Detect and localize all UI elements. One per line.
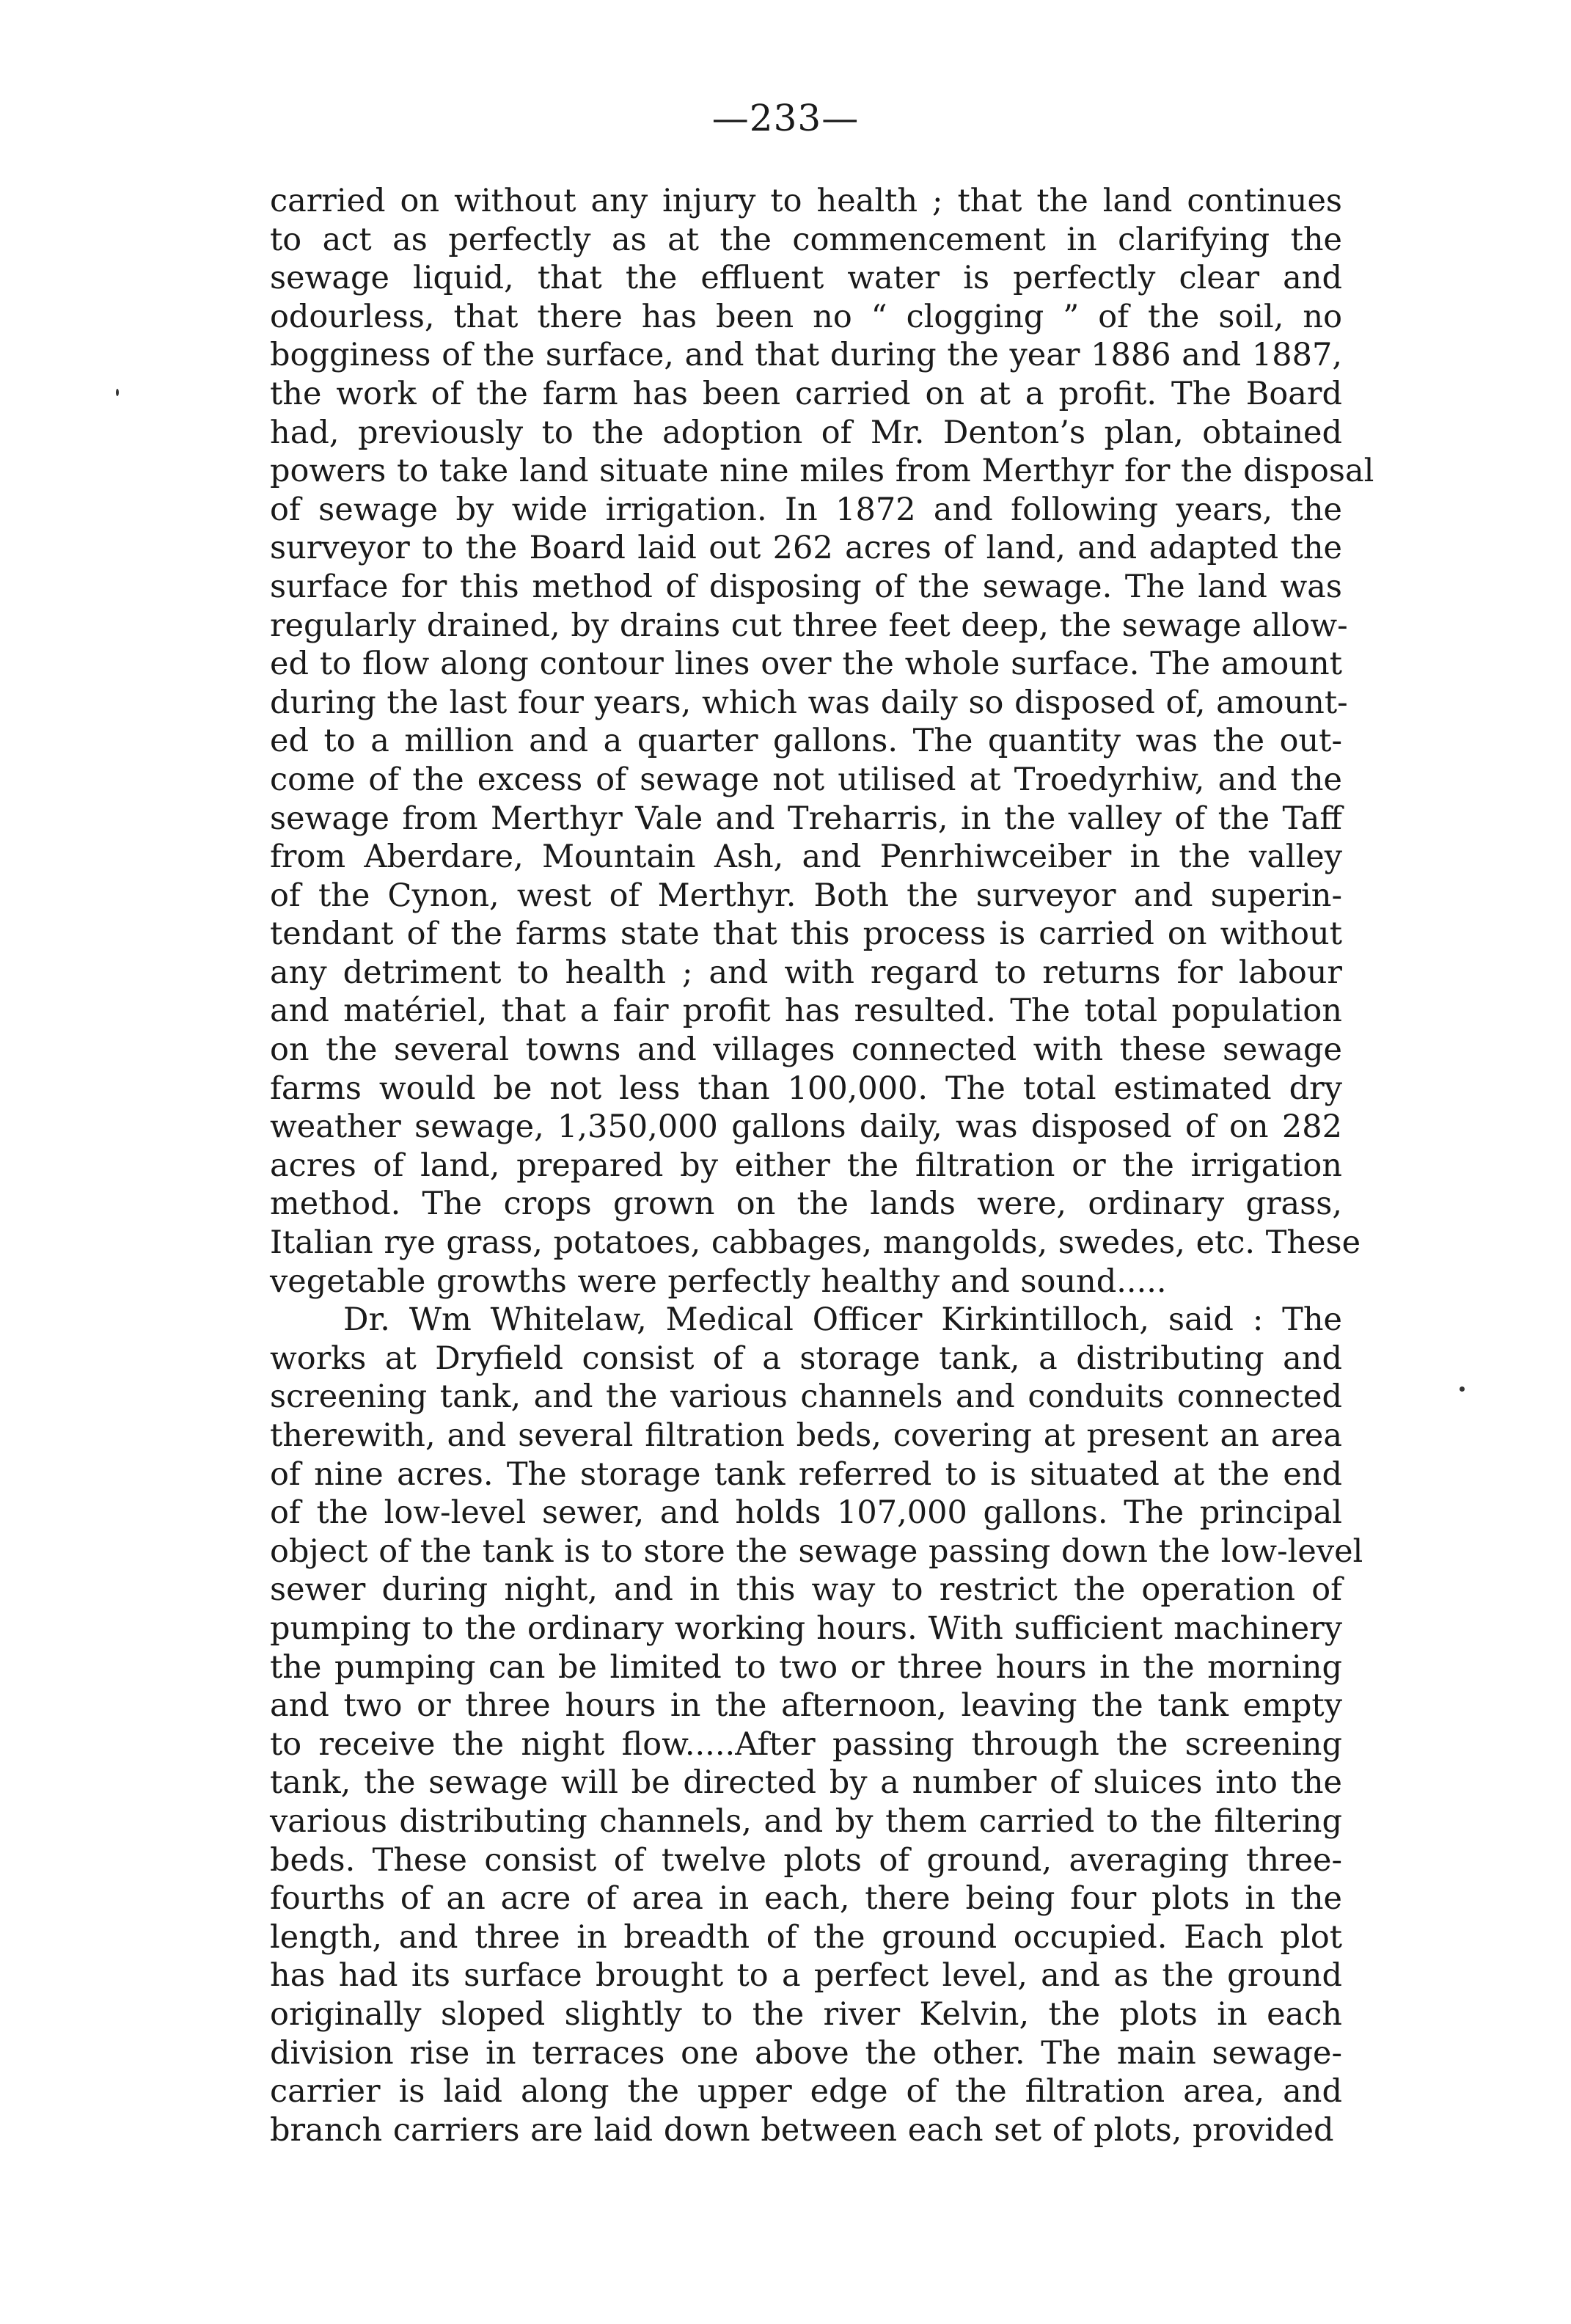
text-line: from Aberdare, Mountain Ash, and Penrhiwceiber in the valley [270,838,1342,876]
text-line: regularly drained, by drains cut three feet deep, the sewage allow- [270,607,1348,644]
text-line: object of the tank is to store the sewage passing down the low-level [270,1532,1363,1570]
text-line: screening tank, and the various channels and conduits connected [270,1378,1342,1416]
text-line: sewage liquid, that the effluent water is perfectly clear and [270,260,1342,297]
text-line: method. The crops grown on the lands were, ordinary grass, [270,1185,1342,1223]
text-line: length, and three in breadth of the ground occupied. Each plot [270,1918,1342,1956]
text-line: sewer during night, and in this way to restrict the operation of [270,1571,1342,1609]
text-line: to act as perfectly as at the commencement in clarifying the [270,221,1342,258]
text-line: Dr. Wm Whitelaw, Medical Officer Kirkintilloch, said : The [343,1301,1342,1339]
text-line: had, previously to the adoption of Mr. Denton’s plan, obtained [270,414,1342,451]
text-line: tank, the sewage will be directed by a number of sluices into the [270,1764,1342,1802]
text-line: during the last four years, which was daily so disposed of, amount- [270,684,1348,721]
text-line: carrier is laid along the upper edge of the filtration area, and [270,2073,1342,2111]
text-line: therewith, and several filtration beds, covering at present an area [270,1417,1342,1454]
text-line: of the low-level sewer, and holds 107,000 gallons. The principal [270,1494,1342,1532]
text-line: weather sewage, 1,350,000 gallons daily, was disposed of on 282 [270,1108,1342,1146]
text-line: beds. These consist of twelve plots of ground, averaging three- [270,1841,1342,1879]
text-line: and matériel, that a fair profit has resulted. The total population [270,993,1342,1030]
text-line: various distributing channels, and by them carried to the filtering [270,1802,1342,1840]
text-line: any detriment to health ; and with regard to returns for labour [270,954,1342,991]
text-line: ed to flow along contour lines over the whole surface. The amount [270,646,1342,683]
text-line: fourths of an acre of area in each, there being four plots in the [270,1880,1342,1918]
text-line: the work of the farm has been carried on at a profit. The Board [270,375,1342,412]
text-line: of nine acres. The storage tank referred to is situated at the end [270,1455,1342,1493]
text-line: vegetable growths were perfectly healthy and sound..... [270,1263,1167,1300]
text-line: Italian rye grass, potatoes, cabbages, mangolds, swedes, etc. These [270,1224,1361,1262]
text-line: of the Cynon, west of Merthyr. Both the surveyor and superin- [270,877,1342,914]
text-line: tendant of the farms state that this process is carried on without [270,916,1342,953]
page-number: —233— [711,97,860,139]
text-line: of sewage by wide irrigation. In 1872 and following years, the [270,491,1342,528]
text-line: originally sloped slightly to the river Kelvin, the plots in each [270,1995,1342,2033]
text-line: powers to take land situate nine miles from Merthyr for the disposal [270,453,1374,490]
text-line: works at Dryfield consist of a storage tank, a distributing and [270,1340,1342,1377]
text-line: farms would be not less than 100,000. The total estimated dry [270,1070,1342,1107]
text-line: surface for this method of disposing of the sewage. The land was [270,568,1342,605]
text-line: the pumping can be limited to two or three hours in the morning [270,1648,1342,1686]
text-line: division rise in terraces one above the other. The main sewage- [270,2034,1342,2072]
text-line: odourless, that there has been no “ clogging ” of the soil, no [270,298,1342,335]
text-line: acres of land, prepared by either the filtration or the irrigation [270,1147,1342,1184]
text-line: carried on without any injury to health ; that the land continues [270,183,1342,219]
text-line: sewage from Merthyr Vale and Treharris, in the valley of the Taff [270,800,1342,837]
text-line: to receive the night flow.....After passing through the screening [270,1725,1342,1763]
text-line: come of the excess of sewage not utilised at Troedyrhiw, and the [270,761,1342,798]
text-line: has had its surface brought to a perfect level, and as the ground [270,1957,1342,1995]
text-line: on the several towns and villages connected with these sewage [270,1031,1342,1069]
text-line: surveyor to the Board laid out 262 acres of land, and adapted the [270,530,1342,567]
print-speck [116,389,119,396]
text-line: pumping to the ordinary working hours. With sufficient machinery [270,1609,1342,1647]
text-line: branch carriers are laid down between each set of plots, provided [270,2111,1334,2149]
text-line: bogginess of the surface, and that during the year 1886 and 1887, [270,337,1342,374]
text-line: and two or three hours in the afternoon, leaving the tank empty [270,1687,1342,1725]
print-speck [1460,1386,1465,1392]
page-body-text [270,182,1374,2149]
text-line: ed to a million and a quarter gallons. The quantity was the out- [270,723,1342,760]
